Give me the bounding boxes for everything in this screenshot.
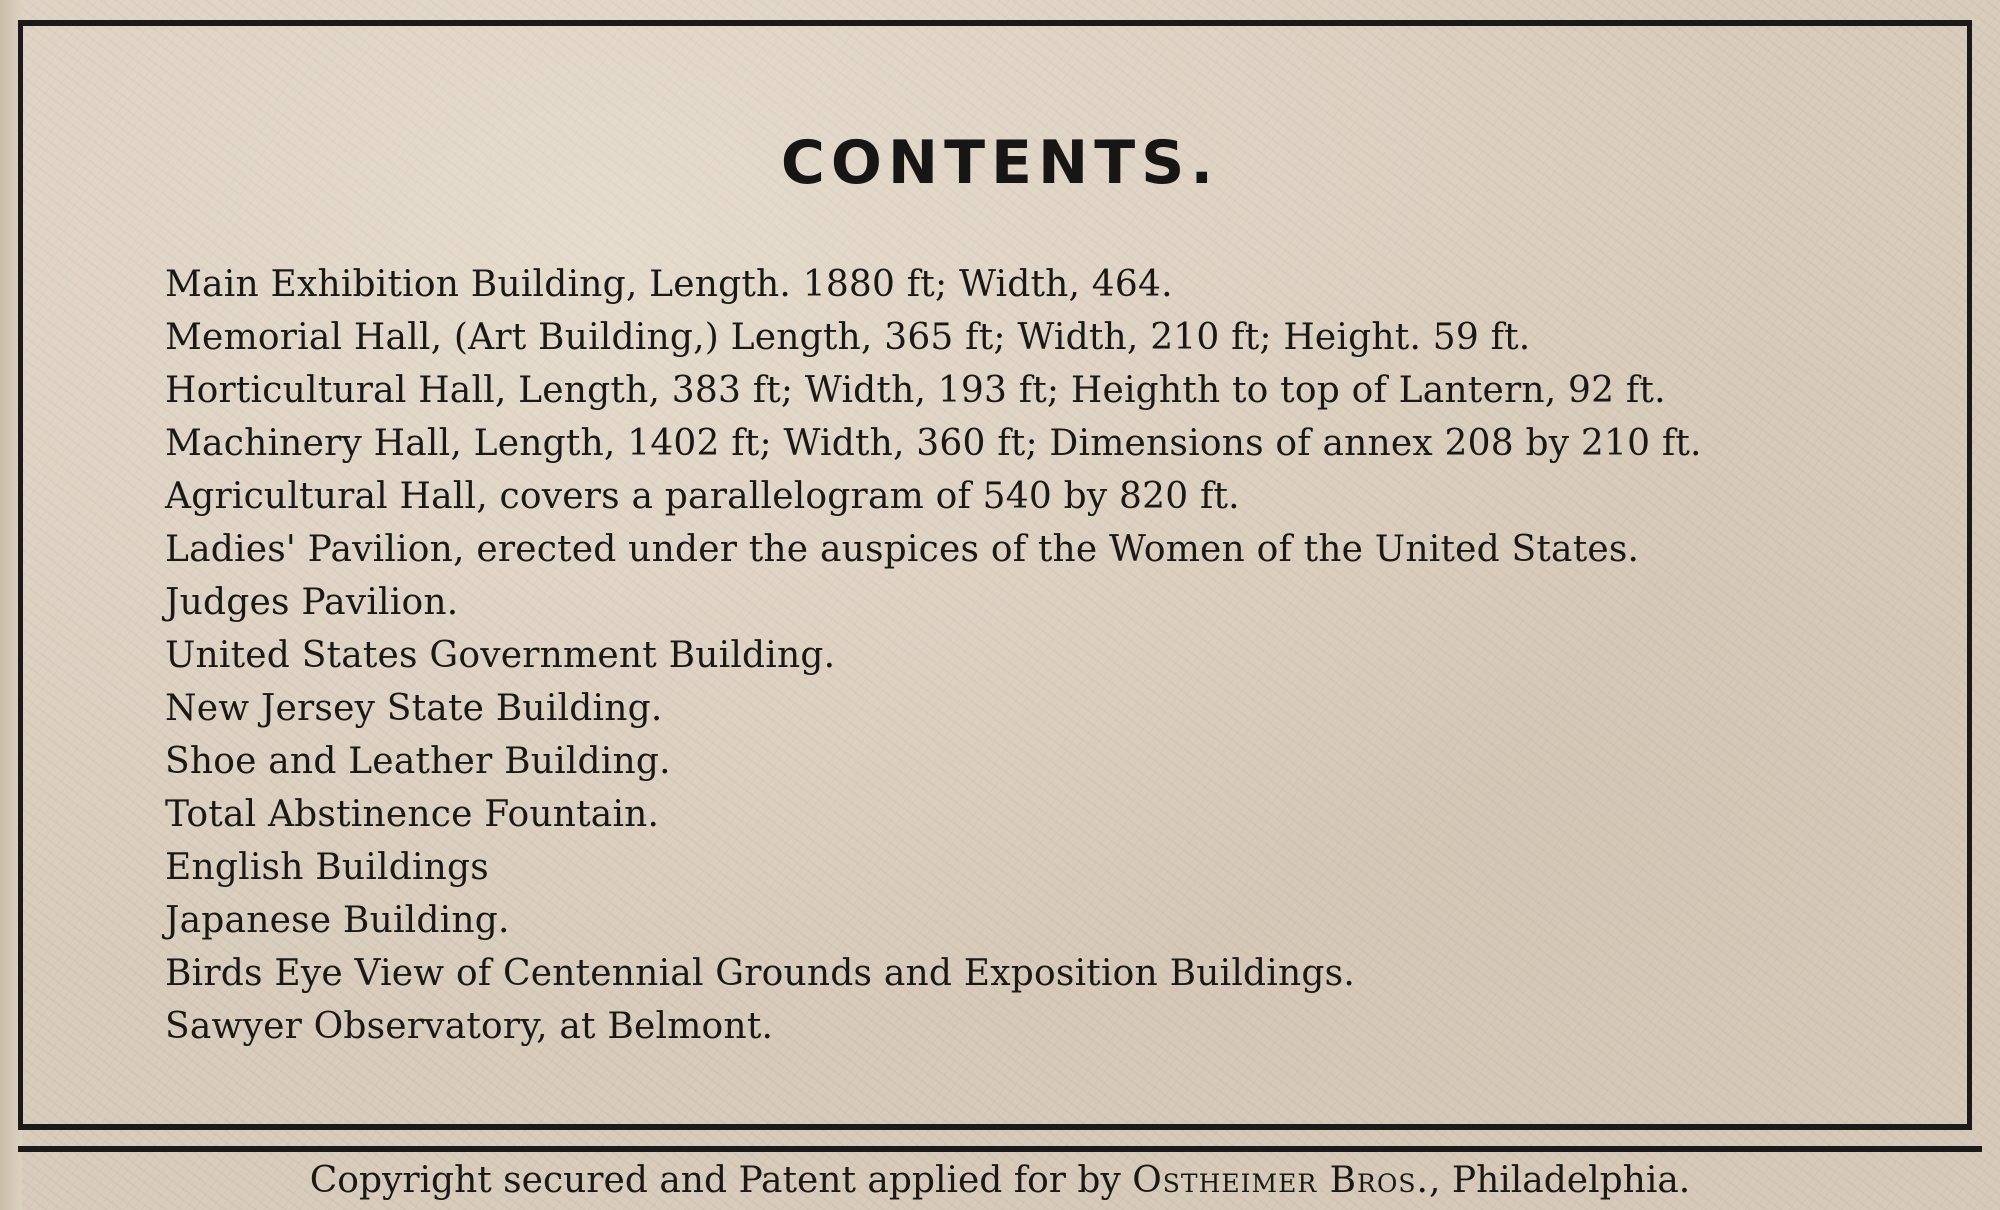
bottom-rule: [18, 1146, 1982, 1152]
contents-entry: Japanese Building.: [165, 900, 510, 941]
contents-entry: Agricultural Hall, covers a parallelogram of 540 by 820 ft.: [165, 476, 1240, 517]
contents-entry: Sawyer Observatory, at Belmont.: [165, 1006, 774, 1047]
copyright-text: Copyright secured and Patent applied for by: [309, 1160, 1121, 1201]
contents-entry: United States Government Building.: [165, 635, 836, 676]
contents-list: [165, 258, 1965, 1053]
contents-entry: Machinery Hall, Length, 1402 ft; Width, 360 ft; Dimensions of annex 208 by 210 ft.: [165, 423, 1702, 464]
contents-entry: Ladies' Pavilion, erected under the auspices of the Women of the United States.: [165, 529, 1640, 570]
contents-entry: Memorial Hall, (Art Building,) Length, 365 ft; Width, 210 ft; Height. 59 ft.: [165, 317, 1531, 358]
contents-entry: Main Exhibition Building, Length. 1880 ft; Width, 464.: [165, 264, 1173, 305]
contents-entry: Judges Pavilion.: [165, 582, 459, 623]
publisher-name: Ostheimer Bros.: [1132, 1160, 1429, 1201]
copyright-footer: [0, 1160, 2000, 1201]
contents-entry: Shoe and Leather Building.: [165, 741, 671, 782]
contents-entry: Total Abstinence Fountain.: [165, 794, 660, 835]
contents-entry: Horticultural Hall, Length, 383 ft; Width, 193 ft; Heighth to top of Lantern, 92 ft.: [165, 370, 1666, 411]
page-title: CONTENTS.: [780, 128, 1220, 198]
publisher-city: , Philadelphia.: [1428, 1160, 1691, 1201]
contents-entry: New Jersey State Building.: [165, 688, 663, 729]
contents-entry: Birds Eye View of Centennial Grounds and Exposition Buildings.: [165, 953, 1355, 994]
contents-entry: English Buildings: [165, 847, 489, 888]
